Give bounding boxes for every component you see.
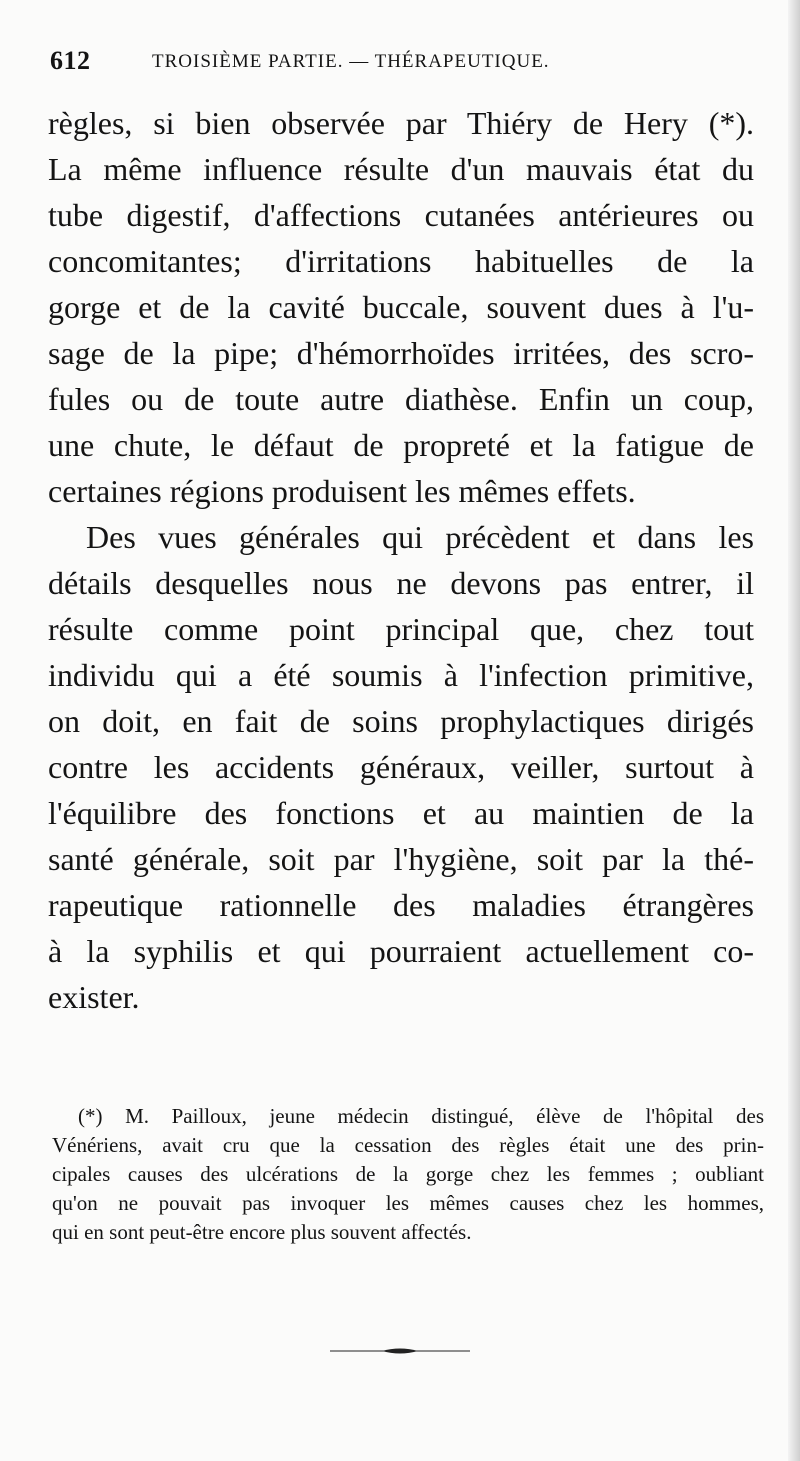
text-line: résulte comme point principal que, chez tout bbox=[48, 611, 754, 647]
text-line: rapeutique rationnelle des maladies étrangères bbox=[48, 887, 754, 923]
footnote-line: qu'on ne pouvait pas invoquer les mêmes causes chez les hommes, bbox=[52, 1191, 764, 1215]
text-line: La même influence résulte d'un mauvais état du bbox=[48, 151, 754, 187]
footnote-line: qui en sont peut-être encore plus souvent affectés. bbox=[52, 1220, 472, 1244]
text-line: santé générale, soit par l'hygiène, soit par la thé- bbox=[48, 841, 754, 877]
text-line: certaines régions produisent les mêmes effets. bbox=[48, 473, 636, 509]
text-line: individu qui a été soumis à l'infection primitive, bbox=[48, 657, 754, 693]
text-line: détails desquelles nous ne devons pas entrer, il bbox=[48, 565, 754, 601]
text-line: fules ou de toute autre diathèse. Enfin un coup, bbox=[48, 381, 754, 417]
footnote-line: cipales causes des ulcérations de la gorge chez les femmes ; oubliant bbox=[52, 1162, 764, 1186]
main-text bbox=[48, 100, 754, 1020]
page-edge-shadow bbox=[788, 0, 800, 1461]
running-head-title: TROISIÈME PARTIE. — THÉRAPEUTIQUE. bbox=[152, 51, 550, 72]
footnote-line: (*) M. Pailloux, jeune médecin distingué, élève de l'hôpital des bbox=[78, 1104, 764, 1128]
text-line: on doit, en fait de soins prophylactiques dirigés bbox=[48, 703, 754, 739]
text-line: règles, si bien observée par Thiéry de Hery (*). bbox=[48, 105, 754, 141]
footnote bbox=[52, 1102, 764, 1247]
text-line: Des vues générales qui précèdent et dans les bbox=[86, 519, 754, 555]
text-line: une chute, le défaut de propreté et la fatigue de bbox=[48, 427, 754, 463]
text-line: l'équilibre des fonctions et au maintien de la bbox=[48, 795, 754, 831]
running-head bbox=[50, 46, 750, 80]
page-number: 612 bbox=[50, 46, 91, 75]
text-line: contre les accidents généraux, veiller, surtout à bbox=[48, 749, 754, 785]
footnote-line: Vénériens, avait cru que la cessation des règles était une des prin- bbox=[52, 1133, 764, 1157]
decorative-rule-icon bbox=[330, 1346, 470, 1356]
text-line: tube digestif, d'affections cutanées antérieures ou bbox=[48, 197, 754, 233]
text-line: gorge et de la cavité buccale, souvent dues à l'u- bbox=[48, 289, 754, 325]
text-line: concomitantes; d'irritations habituelles de la bbox=[48, 243, 754, 279]
text-line: exister. bbox=[48, 979, 140, 1015]
text-line: à la syphilis et qui pourraient actuellement co- bbox=[48, 933, 754, 969]
text-line: sage de la pipe; d'hémorrhoïdes irritées, des scro- bbox=[48, 335, 754, 371]
